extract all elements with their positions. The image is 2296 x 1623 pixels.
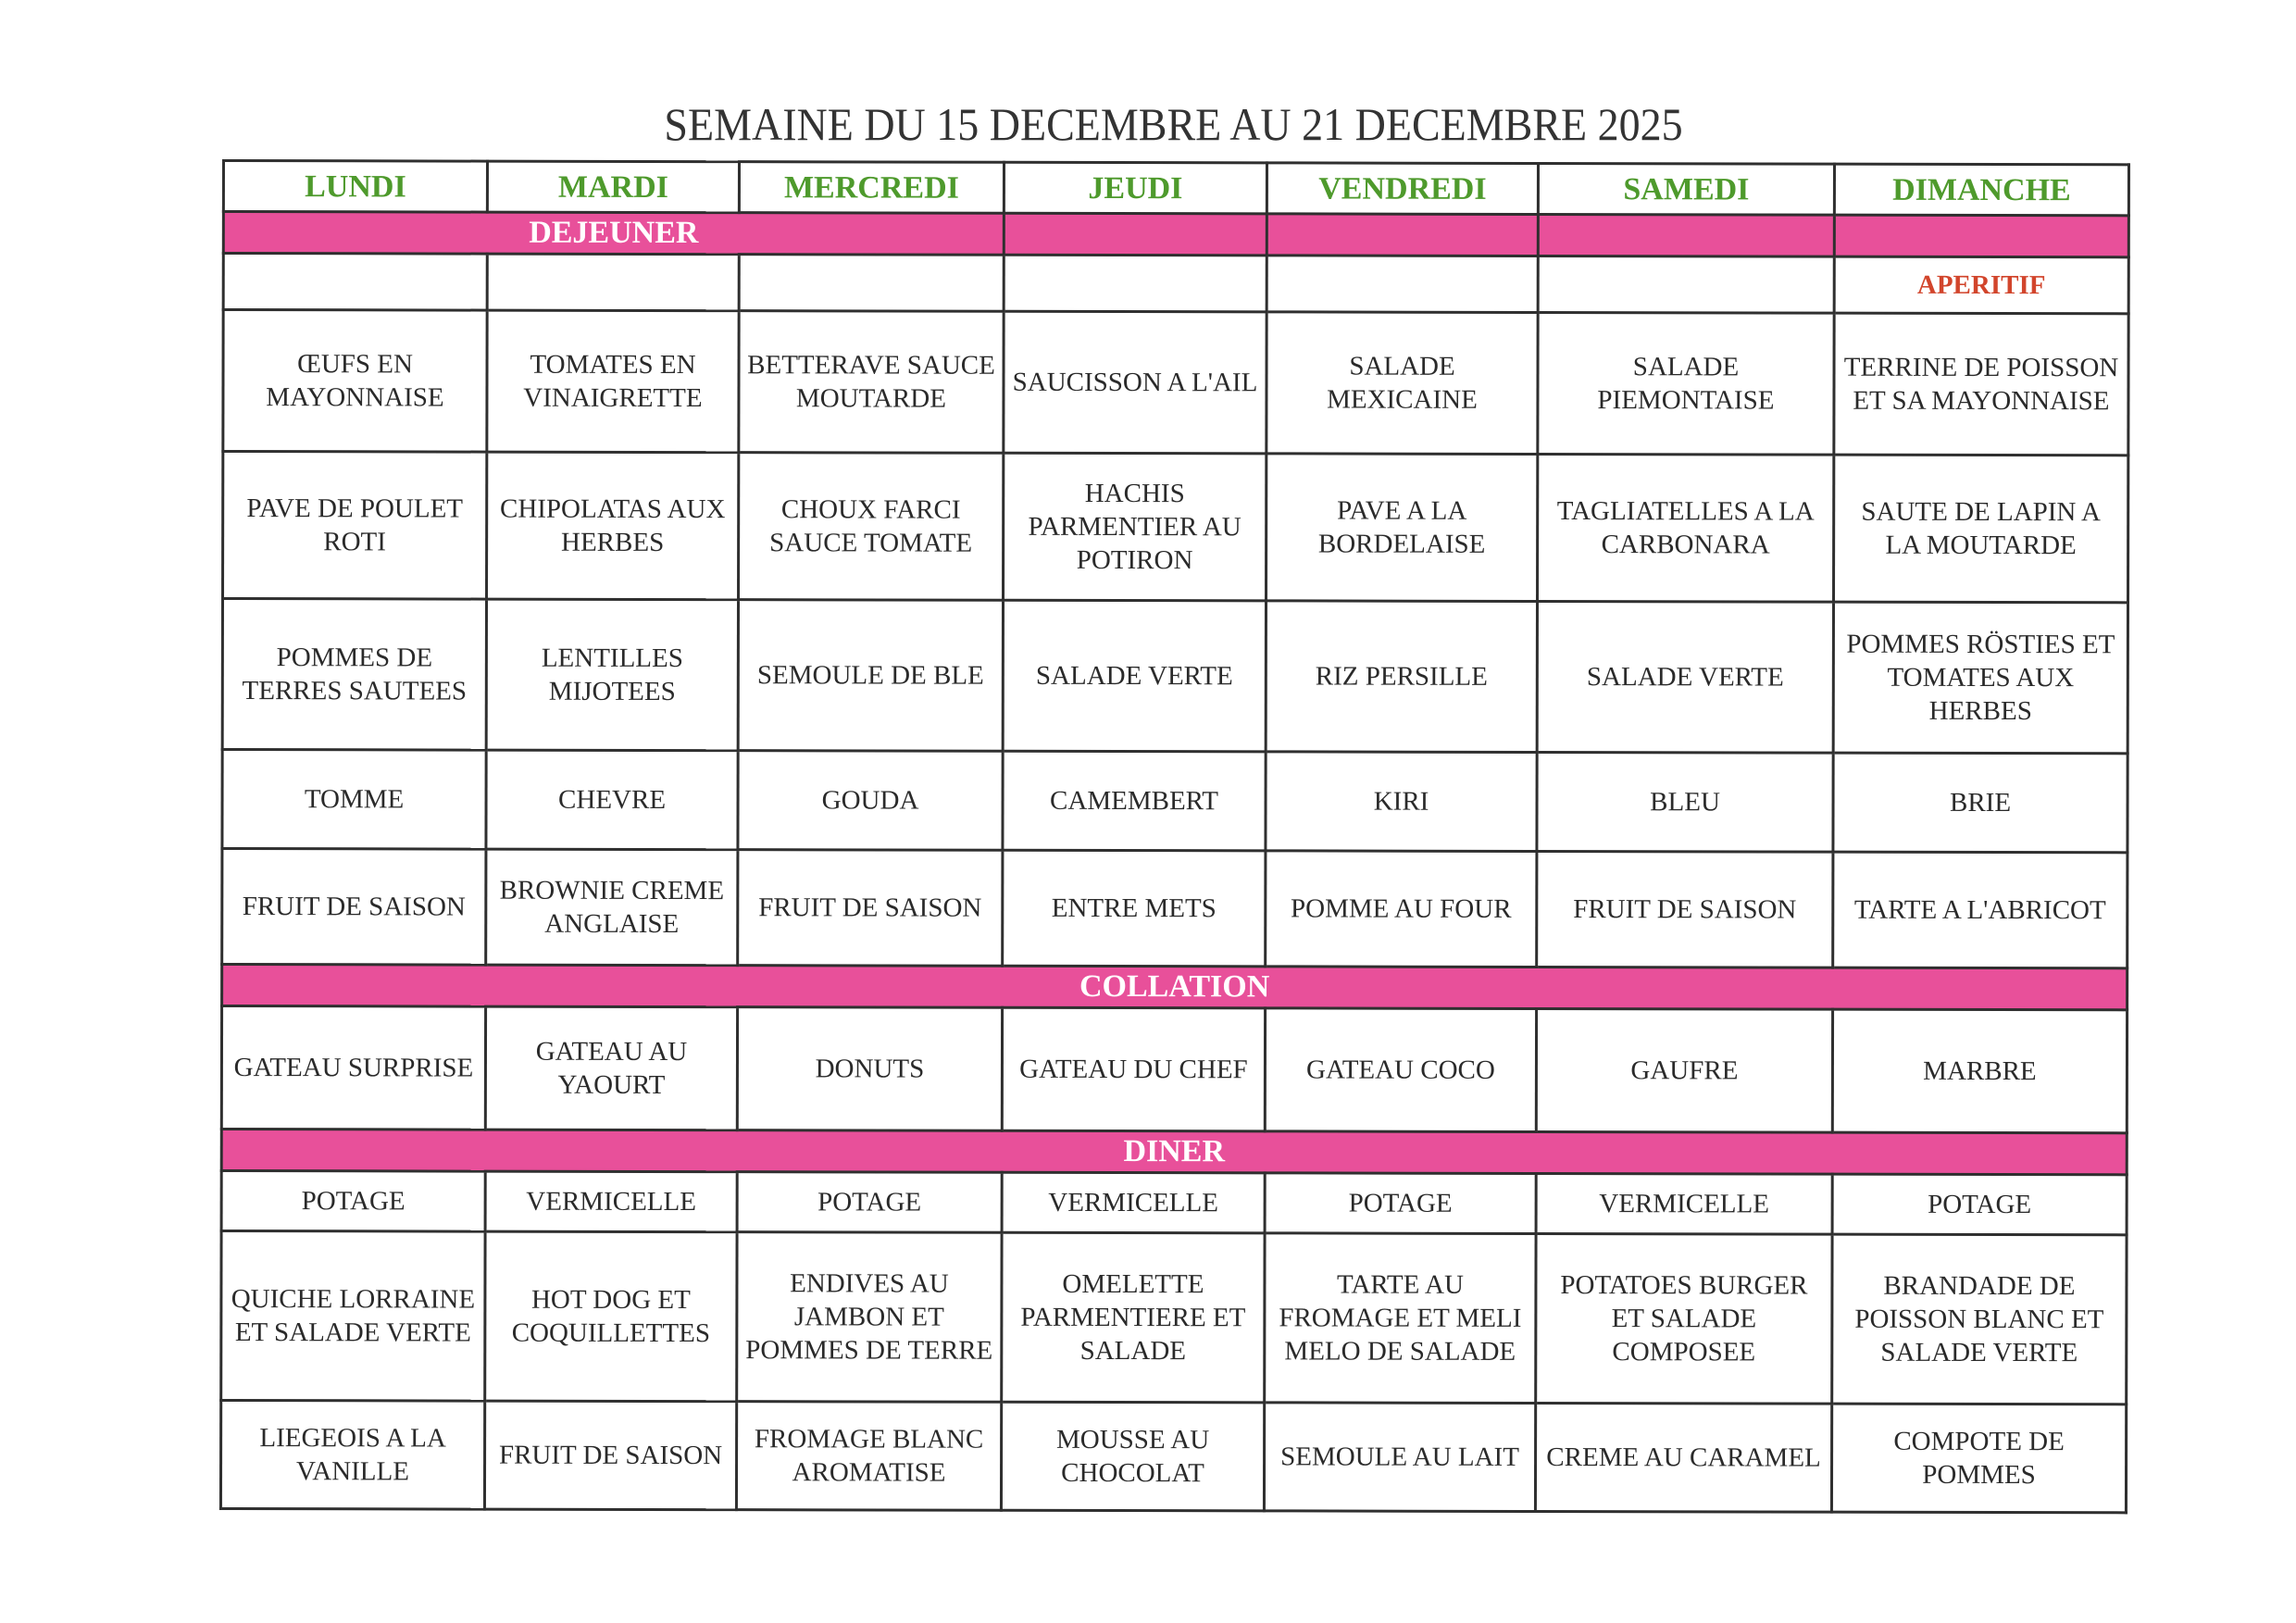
- aperitif-cell-mercredi: [739, 255, 1004, 312]
- section-label-diner: DINER: [221, 1130, 2127, 1175]
- menu-cell: TAGLIATELLES A LA CARBONARA: [1538, 454, 1834, 602]
- menu-cell: QUICHE LORRAINE ET SALADE VERTE: [221, 1231, 485, 1402]
- menu-cell: KIRI: [1266, 752, 1537, 852]
- menu-cell: SALADE VERTE: [1537, 601, 1833, 753]
- menu-cell: FRUIT DE SAISON: [738, 850, 1003, 967]
- day-header-mercredi: MERCREDI: [739, 162, 1004, 214]
- menu-cell: GATEAU DU CHEF: [1002, 1007, 1265, 1131]
- menu-cell: VERMICELLE: [1536, 1173, 1832, 1234]
- menu-cell: BETTERAVE SAUCE MOUTARDE: [739, 311, 1004, 454]
- section-band-dejeuner: [223, 212, 2128, 257]
- menu-cell: SEMOULE AU LAIT: [1264, 1403, 1535, 1512]
- menu-cell: TOMATES EN VINAIGRETTE: [487, 310, 739, 453]
- menu-cell: GATEAU SURPRISE: [221, 1006, 485, 1130]
- collation-row: [221, 1006, 2127, 1133]
- day-header-lundi: LUNDI: [223, 161, 487, 213]
- band-cell: [1267, 214, 1538, 256]
- day-header-samedi: SAMEDI: [1538, 163, 1834, 215]
- section-band-collation: [222, 965, 2128, 1010]
- aperitif-cell-jeudi: [1004, 255, 1267, 312]
- menu-cell: POTAGE: [1832, 1174, 2127, 1235]
- day-header-vendredi: VENDREDI: [1267, 163, 1538, 215]
- menu-cell: HACHIS PARMENTIER AU POTIRON: [1004, 453, 1267, 601]
- dejeuner-plat-row: [223, 452, 2128, 603]
- aperitif-label: APERITIF: [1834, 256, 2128, 314]
- diner-dessert-row: [220, 1401, 2126, 1513]
- menu-cell: GATEAU COCO: [1265, 1008, 1536, 1132]
- menu-cell: TARTE AU FROMAGE ET MELI MELO DE SALADE: [1265, 1233, 1536, 1404]
- menu-cell: POMMES DE TERRES SAUTEES: [222, 599, 486, 751]
- aperitif-cell-lundi: [223, 254, 487, 311]
- diner-plat-row: [221, 1231, 2127, 1405]
- menu-cell: SALADE PIEMONTAISE: [1538, 312, 1834, 455]
- dejeuner-fromage-row: [222, 750, 2128, 853]
- menu-cell: DONUTS: [737, 1007, 1002, 1131]
- menu-cell: GOUDA: [738, 751, 1003, 851]
- band-cell: [1538, 214, 1834, 256]
- menu-cell: LIEGEOIS A LA VANILLE: [220, 1401, 484, 1510]
- menu-cell: ŒUFS EN MAYONNAISE: [223, 310, 487, 453]
- dejeuner-dessert-row: [222, 849, 2128, 968]
- menu-cell: FRUIT DE SAISON: [484, 1401, 736, 1510]
- menu-cell: CAMEMBERT: [1003, 751, 1266, 851]
- aperitif-row: [223, 254, 2128, 314]
- menu-cell: BLEU: [1537, 752, 1833, 852]
- menu-cell: MARBRE: [1832, 1009, 2127, 1133]
- day-header-dimanche: DIMANCHE: [1834, 164, 2128, 216]
- menu-cell: VERMICELLE: [1002, 1172, 1265, 1233]
- menu-cell: POTAGE: [1265, 1173, 1536, 1234]
- menu-cell: POTAGE: [221, 1171, 485, 1232]
- menu-cell: SALADE MEXICAINE: [1267, 312, 1538, 455]
- menu-cell: ENTRE METS: [1003, 850, 1266, 967]
- day-header-row: [223, 161, 2128, 216]
- page-title: SEMAINE DU 15 DECEMBRE AU 21 DECEMBRE 2025: [664, 98, 1683, 151]
- menu-cell: PAVE DE POULET ROTI: [223, 452, 487, 600]
- menu-cell: BROWNIE CREME ANGLAISE: [486, 849, 738, 966]
- day-header-jeudi: JEUDI: [1004, 162, 1267, 214]
- dejeuner-accompagnement-row: [222, 599, 2128, 754]
- menu-cell: BRANDADE DE POISSON BLANC ET SALADE VERTE: [1832, 1234, 2127, 1405]
- menu-cell: FRUIT DE SAISON: [1537, 851, 1833, 968]
- menu-cell: GATEAU AU YAOURT: [485, 1006, 737, 1130]
- menu-cell: GAUFRE: [1536, 1008, 1832, 1132]
- menu-cell: CHOUX FARCI SAUCE TOMATE: [739, 453, 1004, 601]
- menu-cell: POMME AU FOUR: [1266, 851, 1537, 968]
- menu-cell: LENTILLES MIJOTEES: [486, 599, 738, 751]
- menu-cell: OMELETTE PARMENTIERE ET SALADE: [1002, 1232, 1265, 1403]
- weekly-menu-table: [219, 159, 2130, 1514]
- section-label-dejeuner: DEJEUNER: [223, 212, 1004, 256]
- menu-cell: SALADE VERTE: [1003, 600, 1266, 752]
- dejeuner-entree-row: [223, 310, 2128, 456]
- menu-cell: POTATOES BURGER ET SALADE COMPOSEE: [1536, 1233, 1832, 1404]
- menu-cell: TARTE A L'ABRICOT: [1833, 852, 2128, 968]
- aperitif-cell-vendredi: [1267, 256, 1538, 313]
- menu-cell: SAUCISSON A L'AIL: [1004, 311, 1267, 454]
- menu-cell: CHIPOLATAS AUX HERBES: [487, 452, 739, 600]
- menu-cell: POTAGE: [737, 1172, 1002, 1233]
- aperitif-cell-mardi: [487, 254, 739, 311]
- menu-cell: BRIE: [1833, 753, 2128, 853]
- menu-cell: VERMICELLE: [485, 1171, 737, 1232]
- menu-cell: PAVE A LA BORDELAISE: [1267, 454, 1538, 602]
- section-band-diner: [221, 1130, 2127, 1175]
- menu-cell: ENDIVES AU JAMBON ET POMMES DE TERRE: [737, 1232, 1002, 1403]
- menu-cell: COMPOTE DE POMMES: [1831, 1404, 2126, 1513]
- aperitif-cell-samedi: [1538, 256, 1834, 313]
- menu-cell: FRUIT DE SAISON: [222, 849, 486, 966]
- day-header-mardi: MARDI: [487, 161, 739, 213]
- menu-cell: FROMAGE BLANC AROMATISE: [736, 1402, 1001, 1511]
- menu-cell: POMMES RÖSTIES ET TOMATES AUX HERBES: [1833, 602, 2128, 754]
- menu-cell: TOMME: [222, 750, 486, 850]
- menu-cell: CREME AU CARAMEL: [1535, 1403, 1831, 1512]
- band-cell: [1004, 213, 1267, 256]
- band-cell: [1834, 215, 2128, 257]
- menu-cell: SEMOULE DE BLE: [738, 600, 1003, 752]
- menu-cell: MOUSSE AU CHOCOLAT: [1001, 1402, 1264, 1511]
- section-label-collation: COLLATION: [222, 965, 2128, 1010]
- diner-soupe-row: [221, 1171, 2127, 1235]
- menu-cell: HOT DOG ET COQUILLETTES: [485, 1231, 737, 1402]
- menu-cell: TERRINE DE POISSON ET SA MAYONNAISE: [1834, 313, 2128, 456]
- menu-cell: RIZ PERSILLE: [1266, 601, 1537, 753]
- menu-cell: SAUTE DE LAPIN A LA MOUTARDE: [1834, 455, 2128, 603]
- menu-cell: CHEVRE: [486, 750, 738, 850]
